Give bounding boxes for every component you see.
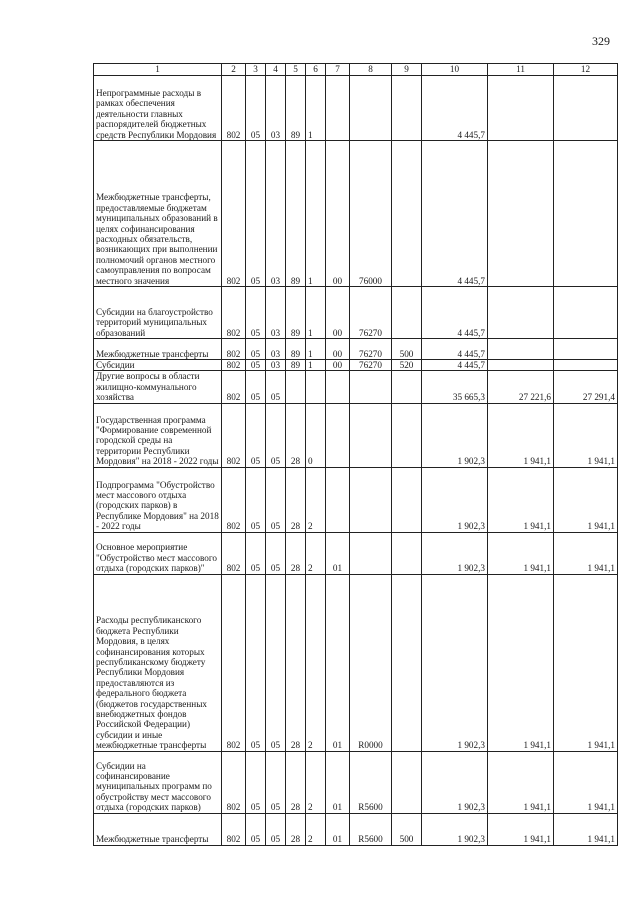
row-value-cell: 1 902,3 <box>422 751 488 813</box>
row-value-cell: 03 <box>266 287 286 339</box>
row-value-cell <box>392 467 422 532</box>
row-value-cell <box>488 339 554 360</box>
row-value-cell: 2 <box>306 467 326 532</box>
row-value-cell <box>392 751 422 813</box>
row-value-cell: 28 <box>286 532 306 574</box>
row-value-cell <box>350 467 392 532</box>
row-value-cell: 4 445,7 <box>422 76 488 141</box>
row-name-cell: Субсидии <box>94 360 222 371</box>
row-value-cell: 05 <box>246 371 266 403</box>
row-value-cell <box>392 403 422 467</box>
row-value-cell: 05 <box>266 574 286 751</box>
row-value-cell: 1 941,1 <box>554 813 618 845</box>
row-value-cell <box>326 467 350 532</box>
row-value-cell: 27 291,4 <box>554 371 618 403</box>
row-value-cell: 1 <box>306 287 326 339</box>
row-value-cell: 76270 <box>350 287 392 339</box>
row-value-cell: 802 <box>222 339 246 360</box>
header-cell: 5 <box>286 64 306 76</box>
row-value-cell <box>392 532 422 574</box>
row-value-cell: 802 <box>222 76 246 141</box>
row-value-cell: 05 <box>246 360 266 371</box>
row-value-cell: 1 941,1 <box>488 403 554 467</box>
row-value-cell: 1 <box>306 360 326 371</box>
row-value-cell <box>326 371 350 403</box>
header-cell: 11 <box>488 64 554 76</box>
row-value-cell <box>488 360 554 371</box>
row-value-cell: 05 <box>246 76 266 141</box>
row-name-cell: Основное мероприятие "Обустройство мест массового отдыха (городских парков)" <box>94 532 222 574</box>
row-value-cell: 01 <box>326 574 350 751</box>
row-value-cell: 89 <box>286 339 306 360</box>
table-row <box>94 339 618 360</box>
row-value-cell: 28 <box>286 751 306 813</box>
row-value-cell: 05 <box>266 532 286 574</box>
row-value-cell <box>488 287 554 339</box>
row-value-cell: 05 <box>246 403 266 467</box>
row-value-cell: 0 <box>306 403 326 467</box>
row-value-cell <box>392 371 422 403</box>
row-value-cell: 05 <box>246 287 266 339</box>
header-cell: 2 <box>222 64 246 76</box>
row-name-cell: Межбюджетные трансферты <box>94 339 222 360</box>
header-cell: 12 <box>554 64 618 76</box>
row-name-cell: Субсидии на благоустройство территорий муниципальных образований <box>94 287 222 339</box>
row-value-cell: 1 902,3 <box>422 467 488 532</box>
row-value-cell: 05 <box>246 751 266 813</box>
row-value-cell: 05 <box>246 532 266 574</box>
row-value-cell: 00 <box>326 360 350 371</box>
row-value-cell: 500 <box>392 339 422 360</box>
row-value-cell: 03 <box>266 76 286 141</box>
row-value-cell <box>488 76 554 141</box>
row-value-cell <box>488 141 554 287</box>
row-value-cell: 802 <box>222 360 246 371</box>
table-row <box>94 532 618 574</box>
header-cell: 10 <box>422 64 488 76</box>
row-value-cell: 05 <box>246 141 266 287</box>
row-value-cell: 89 <box>286 76 306 141</box>
row-value-cell: 76270 <box>350 339 392 360</box>
row-value-cell: 28 <box>286 574 306 751</box>
row-value-cell: 802 <box>222 403 246 467</box>
row-value-cell: 05 <box>266 371 286 403</box>
row-value-cell: 4 445,7 <box>422 339 488 360</box>
row-value-cell <box>554 76 618 141</box>
row-name-cell: Субсидии на софинансирование муниципальных программ по обустройству мест массового отдыха (городских парков) <box>94 751 222 813</box>
row-value-cell: 1 941,1 <box>488 532 554 574</box>
row-value-cell: 05 <box>266 467 286 532</box>
row-value-cell: 01 <box>326 813 350 845</box>
row-value-cell: 802 <box>222 371 246 403</box>
header-cell: 7 <box>326 64 350 76</box>
table-row <box>94 751 618 813</box>
row-value-cell: 05 <box>246 813 266 845</box>
row-value-cell: 28 <box>286 813 306 845</box>
row-value-cell: 802 <box>222 141 246 287</box>
row-value-cell <box>350 76 392 141</box>
row-value-cell: 802 <box>222 467 246 532</box>
row-value-cell <box>326 76 350 141</box>
page-number: 329 <box>592 34 610 48</box>
row-value-cell: 28 <box>286 403 306 467</box>
row-value-cell: 2 <box>306 532 326 574</box>
table-row <box>94 141 618 287</box>
row-value-cell: 01 <box>326 751 350 813</box>
table-row <box>94 371 618 403</box>
row-name-cell: Расходы республиканского бюджета Республики Мордовия, в целях софинансирования которых республиканскому бюджету Республики Мордовия предоставляются из федерального бюджета (бюджетов государственных внебюджетных фондов Российской Федерации) субсидии и иные межбюджетные трансферты <box>94 574 222 751</box>
row-value-cell <box>554 360 618 371</box>
row-value-cell: R0000 <box>350 574 392 751</box>
row-value-cell: 1 941,1 <box>488 813 554 845</box>
row-value-cell: 802 <box>222 751 246 813</box>
row-value-cell: 00 <box>326 287 350 339</box>
row-value-cell: 1 941,1 <box>488 574 554 751</box>
row-value-cell: R5600 <box>350 751 392 813</box>
row-value-cell <box>326 403 350 467</box>
row-value-cell: 05 <box>246 574 266 751</box>
table-row <box>94 360 618 371</box>
row-name-cell: Межбюджетные трансферты <box>94 813 222 845</box>
row-name-cell: Межбюджетные трансферты, предоставляемые бюджетам муниципальных образований в целях софинансирования расходных обязательств, возникающих при выполнении полномочий органов местного самоуправления по вопросам местного значения <box>94 141 222 287</box>
row-value-cell: 1 902,3 <box>422 574 488 751</box>
row-value-cell: 1 941,1 <box>488 467 554 532</box>
row-value-cell: 1 <box>306 76 326 141</box>
row-value-cell: 05 <box>266 403 286 467</box>
row-value-cell: 76270 <box>350 360 392 371</box>
table-row <box>94 467 618 532</box>
table-row <box>94 813 618 845</box>
row-value-cell: 1 941,1 <box>488 751 554 813</box>
row-value-cell: 89 <box>286 141 306 287</box>
row-value-cell: 2 <box>306 751 326 813</box>
row-name-cell: Государственная программа "Формирование современной городской среды на территории Республики Мордовия" на 2018 - 2022 годы <box>94 403 222 467</box>
row-value-cell <box>554 287 618 339</box>
row-value-cell: 802 <box>222 287 246 339</box>
row-value-cell: 05 <box>266 751 286 813</box>
row-value-cell: R5600 <box>350 813 392 845</box>
header-cell: 8 <box>350 64 392 76</box>
row-value-cell: 76000 <box>350 141 392 287</box>
row-value-cell: 35 665,3 <box>422 371 488 403</box>
row-value-cell: 520 <box>392 360 422 371</box>
row-value-cell: 1 941,1 <box>554 751 618 813</box>
row-value-cell: 00 <box>326 339 350 360</box>
row-value-cell: 4 445,7 <box>422 287 488 339</box>
row-value-cell: 1 <box>306 339 326 360</box>
row-value-cell: 05 <box>266 813 286 845</box>
row-value-cell: 1 902,3 <box>422 813 488 845</box>
row-value-cell: 27 221,6 <box>488 371 554 403</box>
header-cell: 1 <box>94 64 222 76</box>
row-value-cell: 802 <box>222 532 246 574</box>
table-row <box>94 574 618 751</box>
row-value-cell <box>350 403 392 467</box>
row-value-cell: 1 941,1 <box>554 574 618 751</box>
row-value-cell <box>392 76 422 141</box>
table-body <box>94 76 618 846</box>
row-value-cell: 28 <box>286 467 306 532</box>
row-value-cell: 4 445,7 <box>422 141 488 287</box>
row-value-cell <box>306 371 326 403</box>
row-value-cell: 00 <box>326 141 350 287</box>
header-cell: 6 <box>306 64 326 76</box>
row-value-cell: 89 <box>286 287 306 339</box>
header-cell: 4 <box>266 64 286 76</box>
row-value-cell: 1 941,1 <box>554 467 618 532</box>
row-value-cell: 500 <box>392 813 422 845</box>
row-value-cell: 1 902,3 <box>422 532 488 574</box>
row-value-cell: 1 941,1 <box>554 532 618 574</box>
row-value-cell: 2 <box>306 574 326 751</box>
header-cell: 3 <box>246 64 266 76</box>
row-value-cell: 802 <box>222 574 246 751</box>
row-value-cell: 05 <box>246 467 266 532</box>
row-value-cell <box>350 532 392 574</box>
budget-table <box>93 63 618 846</box>
header-row <box>94 64 618 76</box>
row-value-cell: 03 <box>266 360 286 371</box>
row-value-cell: 2 <box>306 813 326 845</box>
row-name-cell: Подпрограмма "Обустройство мест массового отдыха (городских парков) в Республике Мордовия" на 2018 - 2022 годы <box>94 467 222 532</box>
table-row <box>94 403 618 467</box>
table-row <box>94 287 618 339</box>
row-value-cell: 1 <box>306 141 326 287</box>
row-value-cell: 03 <box>266 141 286 287</box>
row-value-cell: 802 <box>222 813 246 845</box>
row-value-cell <box>350 371 392 403</box>
table-row <box>94 76 618 141</box>
row-value-cell: 01 <box>326 532 350 574</box>
header-cell: 9 <box>392 64 422 76</box>
row-value-cell <box>392 287 422 339</box>
row-value-cell <box>392 141 422 287</box>
row-value-cell: 05 <box>246 339 266 360</box>
row-value-cell: 1 941,1 <box>554 403 618 467</box>
row-value-cell: 89 <box>286 360 306 371</box>
row-name-cell: Другие вопросы в области жилищно-коммунального хозяйства <box>94 371 222 403</box>
row-value-cell <box>554 141 618 287</box>
row-value-cell: 03 <box>266 339 286 360</box>
row-value-cell: 4 445,7 <box>422 360 488 371</box>
row-value-cell <box>554 339 618 360</box>
row-value-cell <box>392 574 422 751</box>
row-value-cell: 1 902,3 <box>422 403 488 467</box>
row-name-cell: Непрограммные расходы в рамках обеспечения деятельности главных распорядителей бюджетных средств Республики Мордовия <box>94 76 222 141</box>
row-value-cell <box>286 371 306 403</box>
